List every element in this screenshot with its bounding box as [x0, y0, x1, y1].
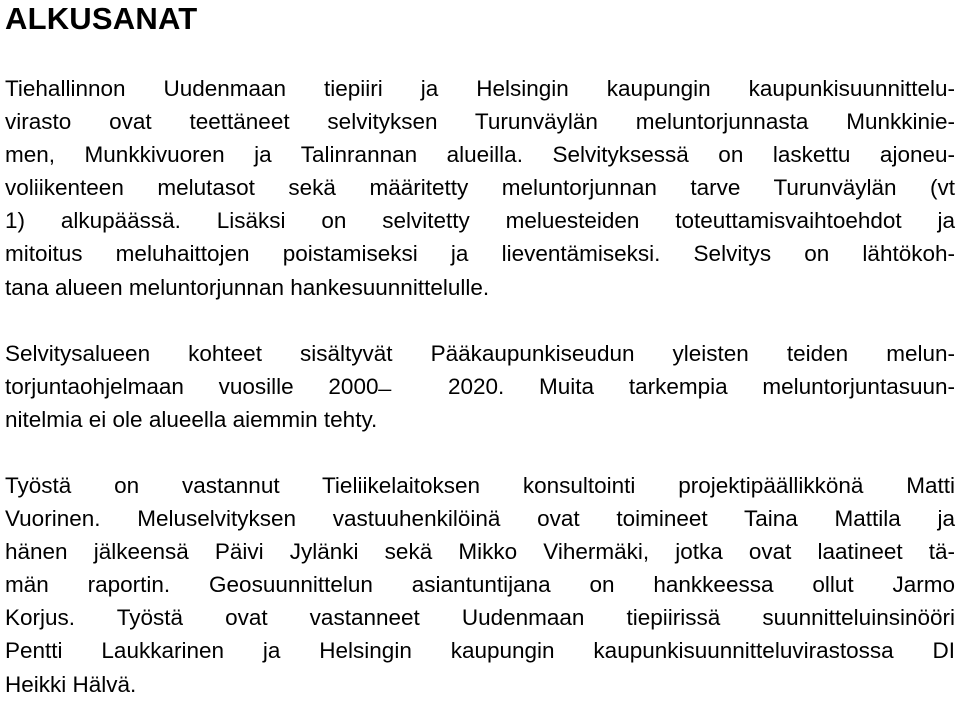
paragraph-line: män raportin. Geosuunnittelun asiantuntijana on hankkeessa ollut Jarmo: [5, 572, 955, 598]
paragraph-3: [5, 469, 955, 701]
paragraph-spacer: [5, 436, 955, 469]
paragraph-line: torjuntaohjelmaan vuosille 2000 ̶ 2020. Muita tarkempia meluntorjuntasuun-: [5, 373, 955, 399]
paragraph-line: 1) alkupäässä. Lisäksi on selvitetty meluesteiden toteuttamisvaihtoehdot ja: [5, 208, 955, 234]
paragraph-line: Korjus. Työstä ovat vastanneet Uudenmaan tiepiirissä suunnitteluinsinööri: [5, 605, 955, 631]
paragraph-line: Heikki Hälvä.: [5, 671, 137, 697]
paragraph-line: virasto ovat teettäneet selvityksen Turunväylän meluntorjunnasta Munkkinie-: [5, 109, 955, 135]
paragraph-line: Pentti Laukkarinen ja Helsingin kaupungin kaupunkisuunnitteluvirastossa DI: [5, 638, 955, 664]
paragraph-line: tana alueen meluntorjunnan hankesuunnittelulle.: [5, 274, 490, 300]
paragraph-line: hänen jälkeensä Päivi Jylänki sekä Mikko Vihermäki, jotka ovat laatineet tä-: [5, 539, 955, 565]
paragraph-spacer: [5, 304, 955, 337]
paragraph-line: men, Munkkivuoren ja Talinrannan alueilla. Selvityksessä on laskettu ajoneu-: [5, 142, 955, 168]
paragraph-line: Vuorinen. Meluselvityksen vastuuhenkilöinä ovat toimineet Taina Mattila ja: [5, 506, 955, 532]
paragraph-line: Selvitysalueen kohteet sisältyvät Pääkaupunkiseudun yleisten teiden melun-: [5, 340, 955, 366]
paragraph-line: Työstä on vastannut Tieliikelaitoksen konsultointi projektipäällikkönä Matti: [5, 472, 955, 498]
paragraph-2: [5, 337, 955, 436]
page-title: ALKUSANAT: [5, 1, 198, 36]
paragraph-line: Tiehallinnon Uudenmaan tiepiiri ja Helsingin kaupungin kaupunkisuunnittelu-: [5, 76, 955, 101]
paragraph-line: nitelmia ei ole alueella aiemmin tehty.: [5, 406, 378, 432]
paragraph-1: [5, 72, 955, 304]
paragraph-line: voliikenteen melutasot sekä määritetty meluntorjunnan tarve Turunväylän (vt: [5, 175, 955, 201]
paragraph-line: mitoitus meluhaittojen poistamiseksi ja lieventämiseksi. Selvitys on lähtökoh-: [5, 241, 955, 267]
document-page: [5, 0, 955, 701]
